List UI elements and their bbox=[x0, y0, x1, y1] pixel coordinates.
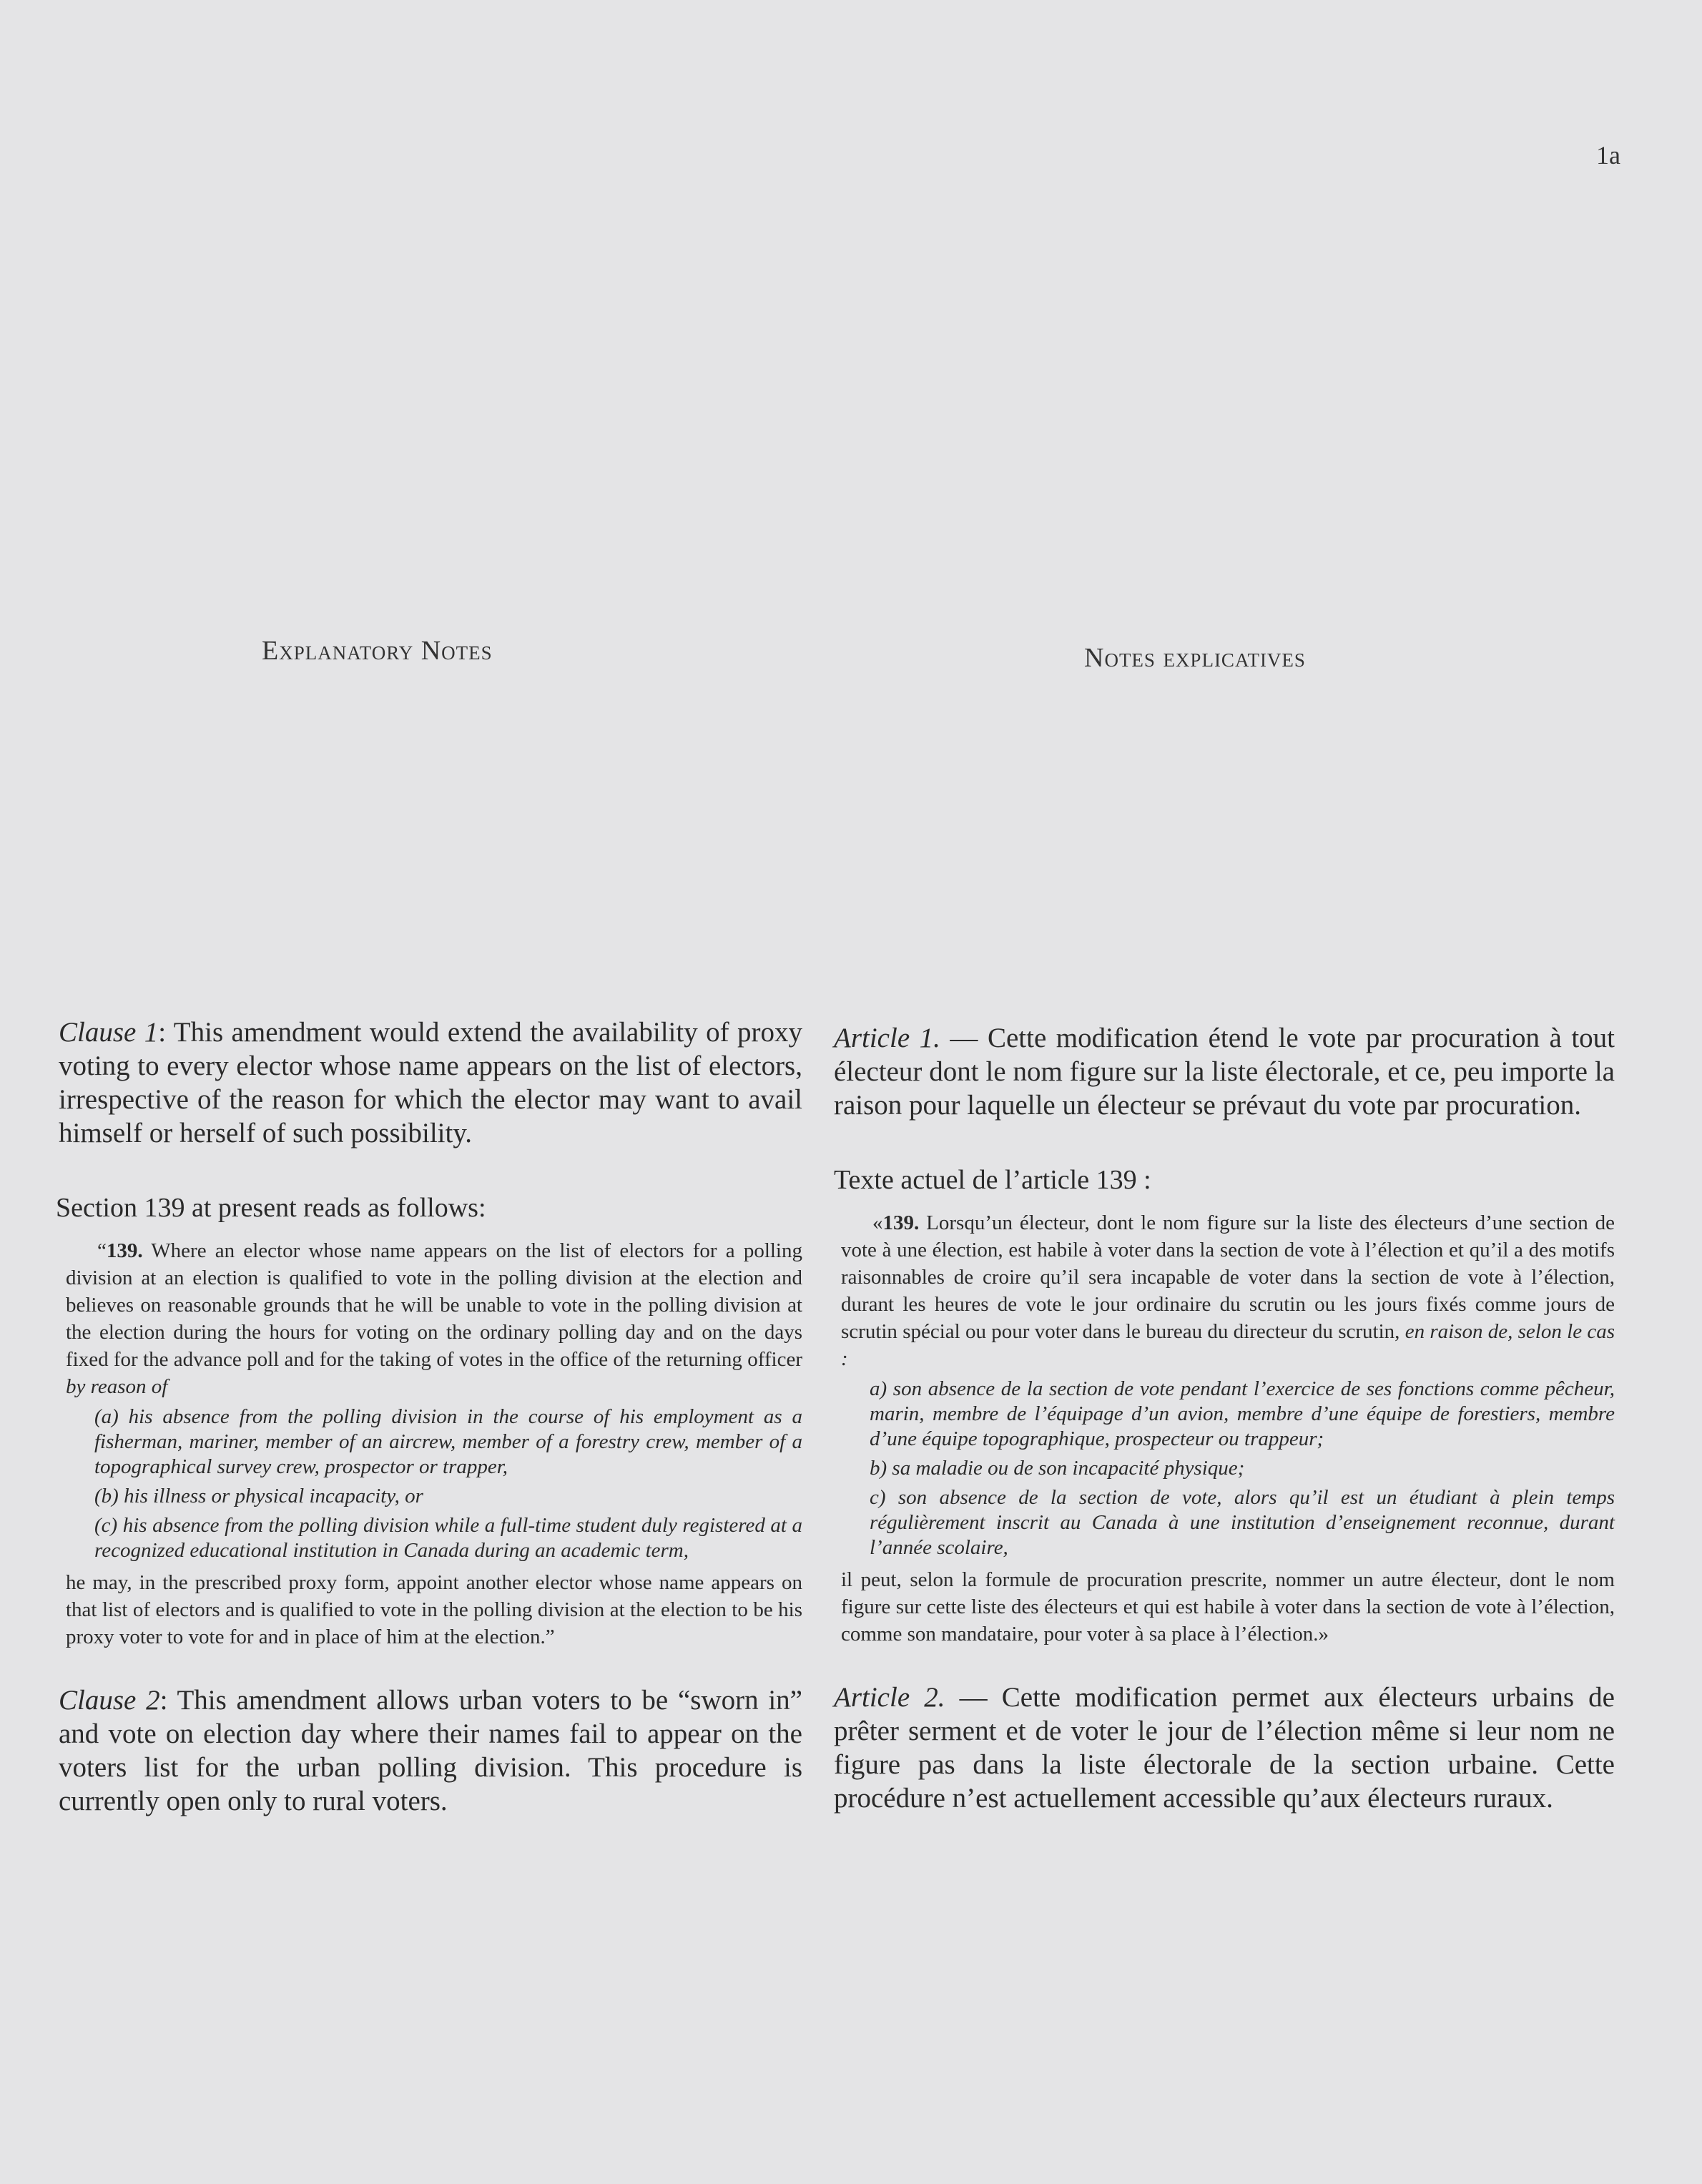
quote-lead-text: Where an elector whose name appears on the list of electors for a polling division at an election is qualified to vote in the polling division at the election and believes on reasonable grounds that he will be unable to vote in the polling division at the election during the hours for voting on the ordinary polling day and on the days fixed for the advance poll and for the taking of votes in the office of the returning officer bbox=[66, 1239, 802, 1371]
page-number: 1a bbox=[1596, 141, 1620, 169]
clause-1-text: : This amendment would extend the availability of proxy voting to every elector whose name appears on the list of electors, irrespective of the reason for which the elector may want to avail himself or herself of such possibility. bbox=[59, 1017, 803, 1148]
article-139-quote bbox=[841, 1209, 1615, 1648]
article-139-intro: Texte actuel de l’article 139 : bbox=[834, 1165, 1151, 1195]
clause-2-text: : This amendment allows urban voters to be “sworn in” and vote on election day where their names fail to appear on the voters list for the urban polling division. This procedure is currently open only to rural voters. bbox=[59, 1685, 802, 1816]
article-2-text: — Cette modification permet aux électeurs urbains de prêter serment et de voter le jour de l’élection même si leur nom ne figure pas dans la liste électorale de la section urbaine. Cette procédure n’est actuellement accessible qu’aux électeurs ruraux. bbox=[834, 1682, 1615, 1814]
quote-item-a: (a) his absence from the polling division in the course of his employment as a fisherman, mariner, member of an aircrew, member of a forestry crew, member of a topographical survey crew, prospector or trapper, bbox=[94, 1405, 802, 1478]
quote-tail: he may, in the prescribed proxy form, appoint another elector whose name appears on that list of electors and is qualified to vote in the polling division at the election to be his proxy voter to vote for and in place of him at the election.” bbox=[66, 1571, 802, 1648]
quote-section-number: 139. bbox=[106, 1239, 143, 1262]
heading-en-text: Explanatory Notes bbox=[262, 636, 493, 666]
quote-open-mark-fr: « bbox=[872, 1211, 883, 1234]
clause-1-note bbox=[59, 1015, 802, 1150]
heading-notes-explicatives bbox=[1084, 642, 1306, 674]
quote-lead-fr bbox=[841, 1209, 1615, 1372]
section-139-intro: Section 139 at present reads as follows: bbox=[56, 1193, 486, 1223]
quote-item-b-fr: b) sa maladie ou de son incapacité physique; bbox=[870, 1457, 1245, 1480]
section-139-quote bbox=[66, 1237, 802, 1651]
quote-lead bbox=[66, 1237, 802, 1400]
quote-item-c-fr: c) son absence de la section de vote, alors qu’il est un étudiant à plein temps régulièrement inscrit au Canada à une institution d’enseignement reconnue, durant l’année scolaire, bbox=[870, 1486, 1615, 1559]
clause-1-label: Clause 1 bbox=[59, 1017, 159, 1048]
quote-lead-text-fr: Lorsqu’un électeur, dont le nom figure sur la liste des électeurs d’une section de vote à une élection, est habile à voter dans la section de vote à l’élection et qu’il a des motifs raisonnables de croire qu’il sera incapable de voter dans la section de vote à l’élection, durant les heures de vote le jour ordinaire du scrutin ou les jours fixés comme jours de scrutin spécial ou pour voter dans le bureau du directeur du scrutin, bbox=[841, 1211, 1615, 1343]
article-1-text: — Cette modification étend le vote par procuration à tout électeur dont le nom figure sur la liste électorale, et ce, peu importe la raison pour laquelle un électeur se prévaut du vote par procuration. bbox=[834, 1023, 1615, 1121]
french-column bbox=[834, 1021, 1615, 1815]
english-column bbox=[56, 1015, 803, 1818]
article-1-label: Article 1. bbox=[834, 1023, 940, 1053]
quote-item-c: (c) his absence from the polling division while a full-time student duly registered at a recognized educational institution in Canada during an academic term, bbox=[94, 1514, 802, 1562]
quote-tail-fr: il peut, selon la formule de procuration prescrite, nommer un autre électeur, dont le nom figure sur cette liste des électeurs et qui est habile à voter dans la section de vote à l’élection, comme son mandataire, pour voter à sa place à l’élection.» bbox=[841, 1568, 1615, 1646]
quote-item-b: (b) his illness or physical incapacity, or bbox=[94, 1485, 423, 1507]
quote-open-mark: “ bbox=[97, 1239, 107, 1262]
quote-lead-italic-fr: en raison de, selon le cas : bbox=[841, 1320, 1615, 1370]
heading-explanatory-notes bbox=[262, 635, 493, 666]
heading-fr-text: Notes explicatives bbox=[1084, 643, 1306, 673]
quote-lead-italic: by reason of bbox=[66, 1375, 168, 1398]
quote-article-number: 139. bbox=[882, 1211, 920, 1234]
article-2-label: Article 2. bbox=[834, 1682, 945, 1713]
quote-item-a-fr: a) son absence de la section de vote pendant l’exercice de ses fonctions comme pêcheur, marin, membre de l’équipage d’un avion, membre d’une équipe de forestiers, membre d’une équipe topographique, prospecteur ou trappeur; bbox=[870, 1377, 1615, 1450]
clause-2-label: Clause 2 bbox=[59, 1685, 160, 1716]
article-2-note bbox=[834, 1681, 1615, 1815]
article-1-note bbox=[834, 1021, 1615, 1122]
clause-2-note bbox=[59, 1683, 802, 1818]
